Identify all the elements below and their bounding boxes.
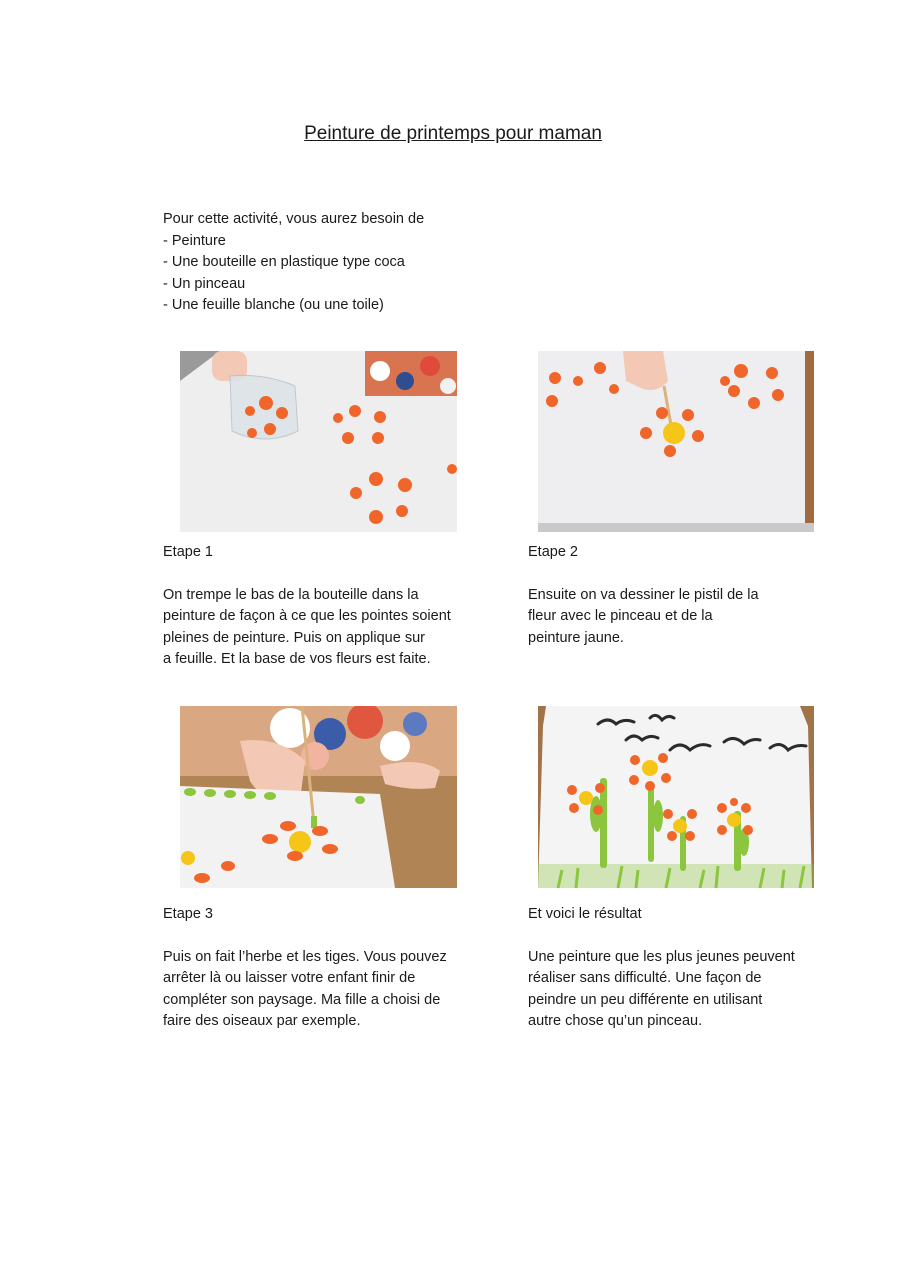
photo-step-1 (180, 351, 457, 532)
step-line: fleur avec le pinceau et de la (528, 608, 713, 624)
step-line: réaliser sans difficulté. Une façon de (528, 970, 762, 986)
step-label: Etape 1 (163, 544, 213, 560)
step-line: faire des oiseaux par exemple. (163, 1013, 361, 1029)
step-line: Une peinture que les plus jeunes peuvent (528, 948, 795, 965)
material-item: - Un pinceau (163, 275, 246, 292)
step-line: peindre un peu différente en utilisant (528, 991, 763, 1008)
step-line: arrêter là ou laisser votre enfant finir de (163, 970, 416, 986)
photo-result (538, 706, 814, 888)
photo-step-3 (180, 706, 457, 888)
step-line: peinture de façon à ce que les pointes soient (163, 608, 451, 624)
step-line: Ensuite on va dessiner le pistil de la (528, 586, 759, 603)
step-line: pleines de peinture. Puis on applique sur (163, 629, 425, 646)
material-item: - Une bouteille en plastique type coca (163, 254, 405, 270)
step-3 (163, 904, 447, 1033)
material-item: - Peinture (163, 232, 226, 249)
step-description (163, 947, 447, 1033)
step-line: peinture jaune. (528, 629, 624, 646)
step-label: Etape 2 (528, 544, 578, 560)
step-description (528, 947, 795, 1033)
step-label: Et voici le résultat (528, 906, 642, 922)
result (528, 904, 795, 1033)
step-line: On trempe le bas de la bouteille dans la (163, 586, 419, 603)
step-1 (163, 542, 451, 671)
photo-step-2 (538, 351, 814, 532)
materials-list (163, 209, 424, 317)
step-description (163, 585, 451, 671)
step-2 (528, 542, 759, 649)
page-title: Peinture de printemps pour maman (304, 123, 602, 144)
materials-heading: Pour cette activité, vous aurez besoin de (163, 211, 425, 227)
material-item: - Une feuille blanche (ou une toile) (163, 297, 384, 313)
step-label: Etape 3 (163, 906, 213, 922)
step-description (528, 585, 759, 650)
step-line: autre chose qu’un pinceau. (528, 1013, 703, 1029)
step-line: compléter son paysage. Ma fille a choisi de (163, 991, 441, 1008)
step-line: a feuille. Et la base de vos fleurs est faite. (163, 651, 431, 667)
step-line: Puis on fait l’herbe et les tiges. Vous pouvez (163, 948, 447, 965)
